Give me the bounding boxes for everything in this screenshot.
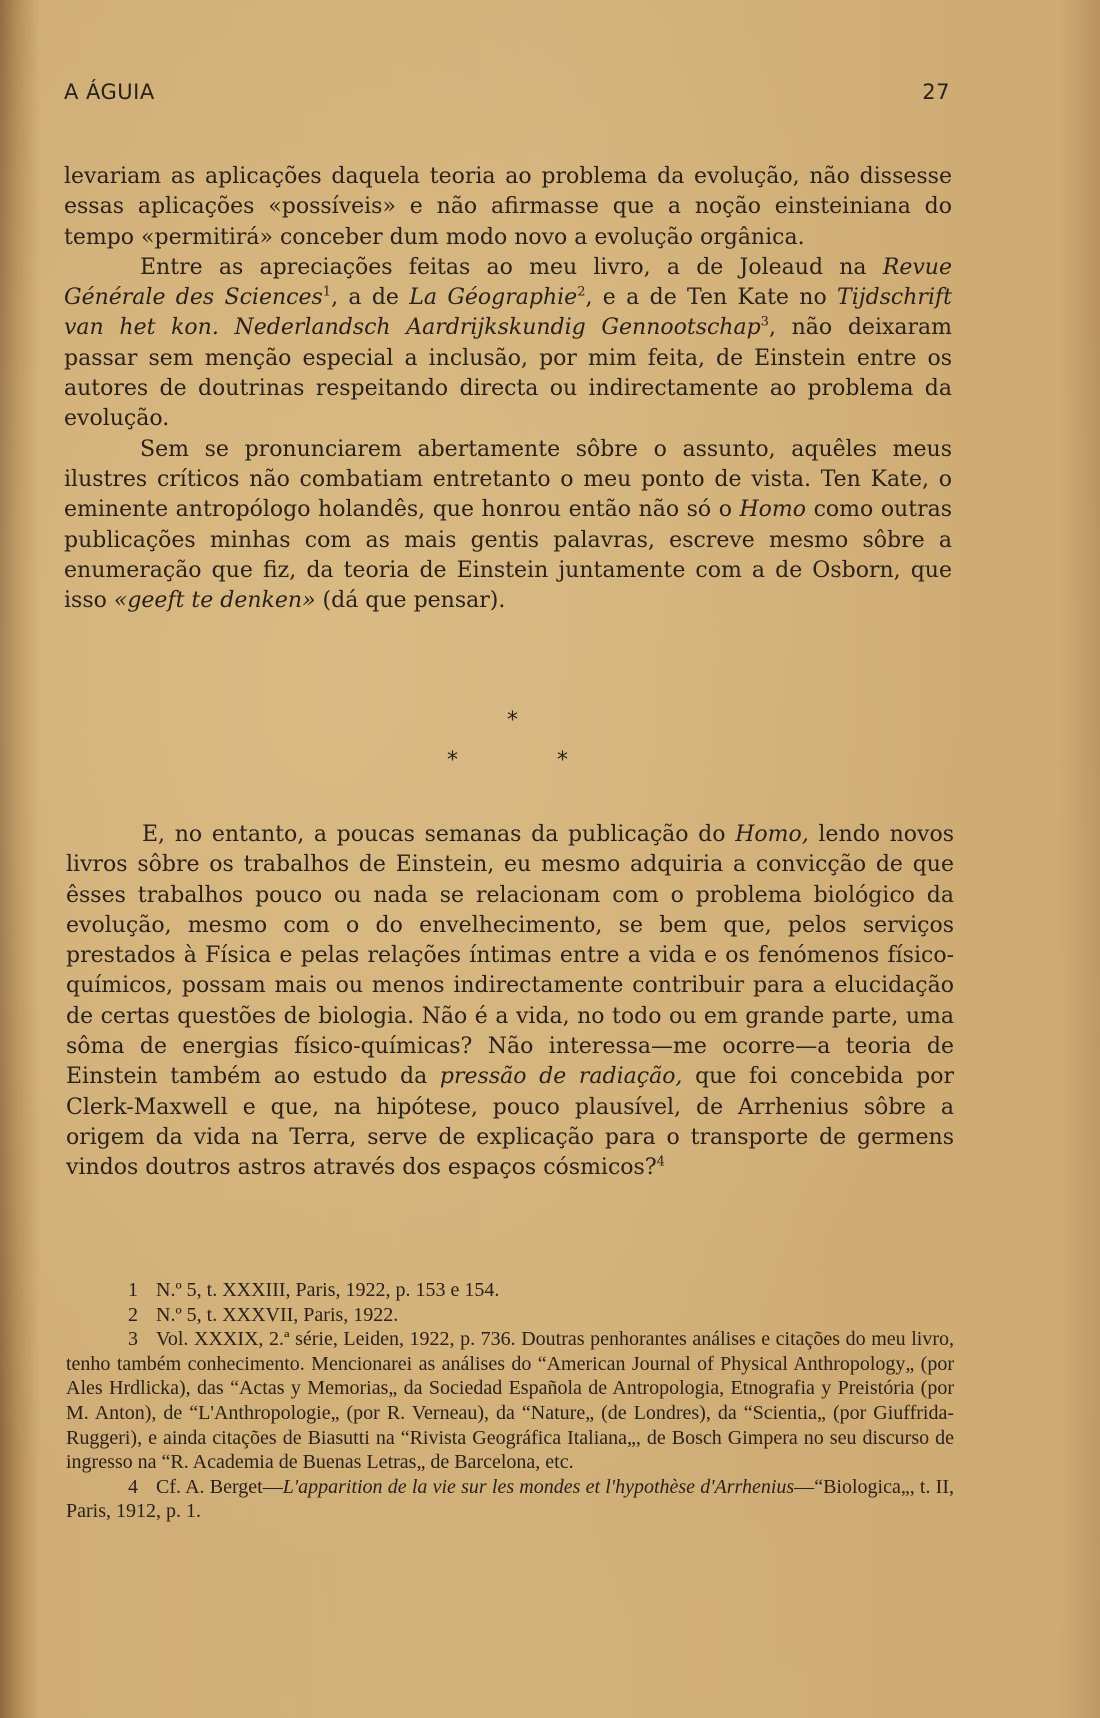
quoted-phrase: «geeft te denken» [113, 588, 316, 614]
footnote-marker: 1 [322, 284, 332, 300]
emphasized-term: pressão de radiação, [439, 1064, 683, 1090]
cited-title: Revue Générale des Sciences [64, 254, 952, 311]
footnote [66, 1278, 954, 1303]
asterisk: * [507, 708, 518, 733]
paragraph-text: lendo novos livros sôbre os trabalhos de Einstein, eu mesmo adquiria a convicção de que êsses trabalhos pouco ou nada se relacionam com o problema biológico da evolução, mesmo com o do envelhecimento, se bem que, pelos serviços prestados à Física e pelas relações íntimas entre a vida e os fenómenos físico-químicos, possam mais ou menos indirectamente contribuir para a elucidação de certas questões de biologia. Não é a vida, no todo ou em grande parte, uma sôma de energias físico-químicas? Não interessa—me ocorre—a teoria de Einstein também ao estudo da [66, 822, 954, 1090]
paragraph-text: , a de [331, 285, 410, 311]
paragraph [64, 435, 952, 617]
footnote [66, 1475, 954, 1524]
section-one [64, 162, 952, 616]
footnote-number: 4 [128, 1475, 138, 1498]
footnote [66, 1303, 954, 1328]
cited-title: Tijdschrift van het kon. Nederlandsch Aardrijkskundig Gennootschap [64, 285, 952, 341]
journal-title: A ÁGUIA [64, 80, 155, 104]
footnote-number: 3 [128, 1328, 138, 1351]
footnote [66, 1327, 954, 1475]
footnote-number: 2 [128, 1303, 138, 1326]
paragraph-text: E, no entanto, a poucas semanas da publicação do [142, 822, 736, 847]
cited-title: Homo [739, 497, 807, 523]
footnote-text: Cf. A. Berget— [156, 1475, 283, 1498]
paragraph [66, 820, 954, 1184]
footnote-marker: 4 [656, 1154, 665, 1170]
running-head [64, 80, 950, 104]
paragraph [64, 162, 952, 253]
footnote-text: —“Biologica„, t. II, Paris, 1912, p. 1. [66, 1475, 954, 1523]
paragraph-text: que foi concebida por Clerk-Maxwell e que, na hipótese, pouco plausível, de Arrhenius sôbre a origem da vida na Terra, serve de explicação para o transporte de germens vindos doutros astros através dos espaços cósmicos? [66, 1064, 954, 1181]
cited-title: L'apparition de la vie sur les mondes et l'hypothèse d'Arrhenius [282, 1475, 795, 1498]
paragraph-text: (dá que pensar). [315, 588, 506, 614]
page-number: 27 [922, 80, 950, 104]
footnote-text: Vol. XXXIX, 2.ª série, Leiden, 1922, p. 736. Doutras penhorantes análises e citações do meu livro, tenho também conhecimento. Mencionarei as análises do “American Journal of Physical Anthropology„ (por Ales Hrdlicka), das “Actas y Memorias„ da Sociedad Española de Antropologia, Etnografia y Preistória (por M. Anton), de “L'Anthropologie„ (por R. Verneau), da “Nature„ (de Londres), da “Scientia„ (por Giuffrida-Ruggeri), e ainda citações de Biasutti na “Rivista Geográfica Italiana„, de Bosch Gimpera no seu discurso de ingresso na “R. Academia de Buenas Letras„ de Barcelona, etc. [66, 1328, 954, 1474]
paragraph-text: , não deixaram passar sem menção especial a inclusão, por mim feita, de Einstein entre os autores de doutrinas respeitando directa ou indirectamente ao problema da evolução. [64, 315, 952, 432]
footnote-text: N.º 5, t. XXXIII, Paris, 1922, p. 153 e 154. [156, 1279, 500, 1301]
paragraph-text: como outras publicações minhas com as mais gentis palavras, escreve mesmo sôbre a enumeração que fiz, da teoria de Einstein juntamente com a de Osborn, que isso [64, 497, 952, 614]
footnote-text: N.º 5, t. XXXVII, Paris, 1922. [156, 1303, 399, 1326]
paragraph-text: , e a de Ten Kate no [585, 285, 838, 311]
paragraph-text: levariam as aplicações daquela teoria ao problema da evolução, não dissesse essas aplicações «possíveis» e não afirmasse que a noção einsteiniana do tempo «permitirá» conceber dum modo novo a evolução orgânica. [64, 164, 952, 250]
asterisk: * [557, 748, 568, 773]
footnote-marker: 2 [577, 284, 586, 300]
footnote-marker: 3 [760, 315, 769, 331]
paragraph-text: Entre as apreciações feitas ao meu livro, a de Joleaud na [140, 254, 883, 280]
cited-title: La Géographie [409, 285, 578, 311]
section-two [66, 820, 954, 1184]
paragraph [64, 253, 952, 435]
cited-title: Homo, [735, 822, 809, 847]
footnote-number: 1 [128, 1279, 138, 1301]
asterisk: * [447, 748, 458, 773]
section-separator [0, 708, 1100, 778]
paragraph-text: Sem se pronunciarem abertamente sôbre o assunto, aquêles meus ilustres críticos não combatiam entretanto o meu ponto de vista. Ten Kate, o eminente antropólogo holandês, que honrou então não só o [64, 436, 952, 523]
footnotes [66, 1278, 954, 1524]
